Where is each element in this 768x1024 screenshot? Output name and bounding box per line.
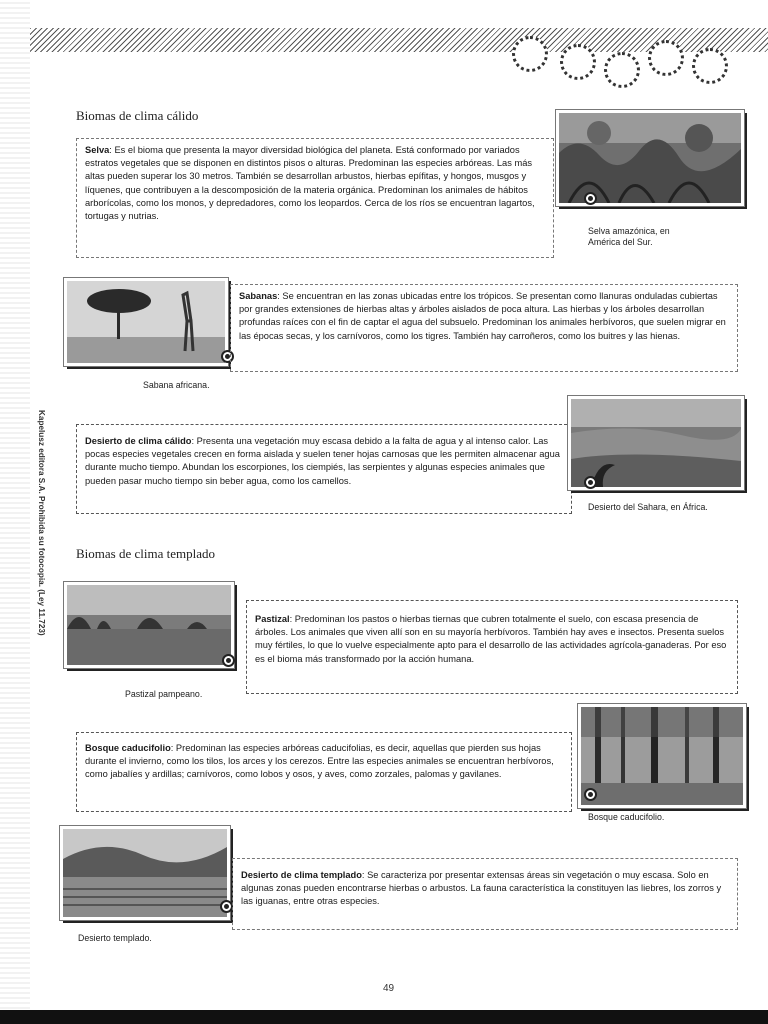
pastizal-term: Pastizal [255, 614, 290, 624]
decorative-circle-icon [692, 48, 728, 84]
camera-badge-icon [584, 788, 597, 801]
camera-badge-icon [584, 476, 597, 489]
bosque-caption: Bosque caducifolio. [588, 812, 665, 822]
page-left-edge [0, 0, 30, 1024]
pastizal-caption: Pastizal pampeano. [125, 689, 203, 699]
copyright-spine-text: Kapelusz editora S.A. Prohibida su fotocopia. (Ley 11.723) [37, 410, 46, 636]
bosque-text-box [76, 732, 572, 812]
selva-text: : Es el bioma que presenta la mayor diversidad biológica del planeta. Está conformado por variados estratos vegetales que se disponen en distintos pisos o alturas. Predominan las especies arbóreas. Las más altas pueden superar los 30 metros. También se desarrollan arbustos, hierbas epífitas, y hongos, musgos y líquenes, que contribuyen a la descomposición de la materia orgánica. Predominan los animales de hábitos arborícolas, como los monos, y depredadores, como los leopardos. Cerca de los ríos se encuentran lagartos, tortugas y nutrias. [85, 145, 535, 222]
desierto-calido-text-box [76, 424, 572, 514]
bosque-photo [578, 704, 746, 808]
decorative-circle-icon [604, 52, 640, 88]
bosque-text: : Predominan las especies arbóreas caducifolias, es decir, aquellas que pierden sus hojas durante el invierno, como los tilos, los arces y los cerezos. Entre las especies animales se encuentran herbívoros, como jabalíes y ardillas; carnívoros, como lobos y osos, y aves, como zorzales, palomas y gavilanes. [85, 743, 554, 780]
desierto-templado-text-box [232, 858, 738, 930]
section-title-warm: Biomas de clima cálido [76, 108, 199, 123]
selva-caption: Selva amazónica, en América del Sur. [588, 226, 670, 247]
section-title-temperate: Biomas de clima templado [76, 546, 215, 561]
desierto-templado-caption: Desierto templado. [78, 933, 152, 943]
decorative-circle-icon [648, 40, 684, 76]
pastizal-text: : Predominan los pastos o hierbas tiernas que cubren totalmente el suelo, con escasa presencia de árboles. Los animales que viven allí son en su mayoría herbívoros. También hay aves e insectos. Presenta suelos muy fértiles, lo que lo vuelve especialmente apto para el desarrollo de las actividades agrícola-ganaderas. Por eso es el bioma más transformado por la acción humana. [255, 614, 727, 664]
copyright-spine [34, 410, 46, 680]
pastizal-text-box [246, 600, 738, 694]
camera-badge-icon [222, 654, 235, 667]
sabanas-text: : Se encuentran en las zonas ubicadas entre los trópicos. Se presentan como llanuras onduladas cubiertas por grandes extensiones de hierbas altas y árboles aislados de poca altura. Las hierbas y los árboles desarrollan profundas raíces con el fin de captar el agua del subsuelo. Predominan los animales herbívoros, que suelen migrar en las épocas secas, y los carnívoros, como los tigres. También hay carroñeros, como los buitres y las hienas. [239, 291, 726, 341]
desierto-templado-text: : Se caracteriza por presentar extensas áreas sin vegetación o muy escasa. Solo en algunas zonas pueden encontrarse hierbas o arbustos. La fauna característica la constituyen las liebres, los zorros y las iguanas, entre otras especies. [241, 870, 722, 907]
camera-badge-icon [584, 192, 597, 205]
decorative-circle-icon [560, 44, 596, 80]
selva-term: Selva [85, 145, 110, 155]
sabana-caption: Sabana africana. [143, 380, 210, 390]
selva-photo [556, 110, 744, 206]
sabana-photo [64, 278, 228, 366]
sabanas-text-box [230, 284, 738, 372]
desierto-templado-photo [60, 826, 230, 920]
bosque-term: Bosque caducifolio [85, 743, 171, 753]
desierto-calido-term: Desierto de clima cálido [85, 436, 192, 446]
desierto-calido-caption: Desierto del Sahara, en África. [588, 502, 708, 512]
desierto-calido-photo [568, 396, 744, 490]
sabanas-term: Sabanas [239, 291, 278, 301]
selva-text-box [76, 138, 554, 258]
desierto-calido-text: : Presenta una vegetación muy escasa debido a la falta de agua y al intenso calor. Las pocas especies vegetales crecen en forma aislada y suelen tener hojas carnosas que les permiten almacenar agua durante mucho tiempo. Abundan los escorpiones, los ciempiés, las serpientes y algunas especies animales que pueden pasar mucho tiempo sin beber agua, como los camellos. [85, 436, 560, 486]
bottom-dark-band [0, 1010, 768, 1024]
decorative-circle-icon [512, 36, 548, 72]
pastizal-photo [64, 582, 234, 668]
desierto-templado-term: Desierto de clima templado [241, 870, 362, 880]
page-number: 49 [383, 983, 395, 994]
